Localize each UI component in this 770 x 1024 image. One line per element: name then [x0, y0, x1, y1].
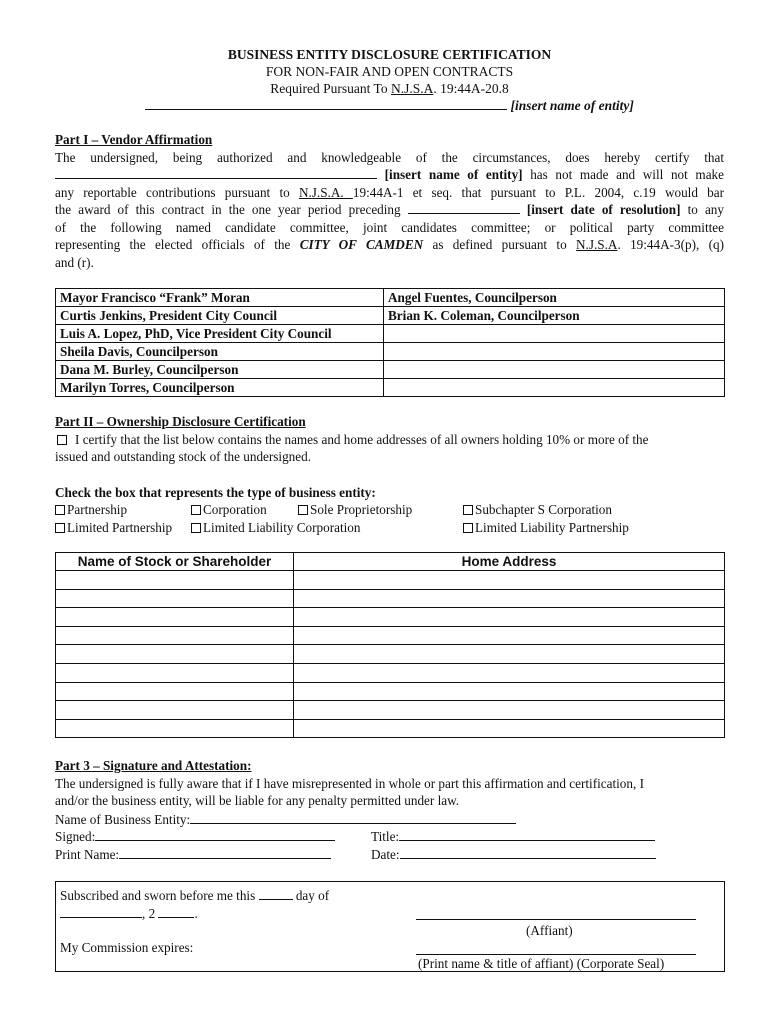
shareholder-cell[interactable] — [56, 608, 294, 627]
checkbox[interactable] — [298, 505, 308, 515]
address-cell[interactable] — [294, 663, 725, 682]
table-row — [56, 589, 725, 608]
checkbox[interactable] — [55, 505, 65, 515]
affiant-label: (Affiant) — [526, 923, 573, 939]
official-name — [384, 343, 725, 361]
table-row — [56, 719, 725, 738]
part2-heading: Part II – Ownership Disclosure Certification — [55, 414, 306, 429]
official-name: Sheila Davis, Councilperson — [56, 343, 384, 361]
shareholder-cell[interactable] — [56, 571, 294, 590]
month-field[interactable] — [60, 904, 142, 918]
table-row — [56, 663, 725, 682]
table-row — [56, 307, 725, 325]
entity-name-blank[interactable] — [145, 98, 507, 110]
year-field[interactable] — [158, 904, 194, 918]
commission-label: My Commission expires: — [60, 940, 194, 956]
shareholder-cell[interactable] — [56, 645, 294, 664]
document-subtitle: FOR NON-FAIR AND OPEN CONTRACTS — [265, 64, 514, 79]
table-row — [56, 571, 725, 590]
option-llp[interactable]: Limited Liability Partnership — [463, 519, 629, 537]
official-name — [384, 361, 725, 379]
document-title: BUSINESS ENTITY DISCLOSURE CERTIFICATION — [227, 47, 552, 62]
document-header — [55, 46, 724, 114]
column-header-shareholder: Name of Stock or Shareholder — [56, 553, 294, 571]
table-row — [56, 289, 725, 307]
certify-checkbox[interactable] — [57, 435, 67, 445]
print-title-label: (Print name & title of affiant) (Corporate Seal) — [418, 956, 665, 972]
table-row — [56, 379, 725, 397]
date-field[interactable] — [400, 845, 656, 859]
checkbox[interactable] — [191, 505, 201, 515]
option-sole-proprietorship[interactable]: Sole Proprietorship — [298, 501, 412, 519]
entity-blank[interactable] — [55, 167, 377, 179]
address-cell[interactable] — [294, 719, 725, 738]
address-cell[interactable] — [294, 608, 725, 627]
print-date-row: Print Name: Date: — [55, 845, 724, 863]
official-name: Dana M. Burley, Councilperson — [56, 361, 384, 379]
day-field[interactable] — [259, 886, 293, 900]
entity-name-line: [insert name of entity] — [55, 97, 724, 114]
part1-paragraph: The undersigned, being authorized and knowledgeable of the circumstances, does hereby certify that [insert name of entity] has not made and will not make any reportable contributions pursuant to N.J.S.A. 19:44A-1 et seq. that pursuant to P.L. 2004, c.19 would bar the award of this contract in the one year period preceding [insert date of resolution] to any of the following named candidate committee, joint candidates committee; or political party committee representing the elected officials of the CITY OF CAMDEN as defined pursuant to N.J.S.A. 19:44A-3(p), (q) and (r). — [55, 149, 725, 270]
part3-heading: Part 3 – Signature and Attestation: — [55, 758, 252, 774]
entity-type-options — [55, 501, 724, 539]
signed-title-row: Signed: Title: — [55, 827, 724, 845]
shareholder-cell[interactable] — [56, 589, 294, 608]
table-row — [56, 645, 725, 664]
address-cell[interactable] — [294, 589, 725, 608]
column-header-address: Home Address — [294, 553, 725, 571]
address-cell[interactable] — [294, 682, 725, 701]
table-row — [56, 361, 725, 379]
shareholder-cell[interactable] — [56, 719, 294, 738]
business-entity-field[interactable] — [190, 810, 516, 824]
checkbox[interactable] — [463, 505, 473, 515]
official-name — [384, 379, 725, 397]
official-name — [384, 325, 725, 343]
table-header-row — [56, 553, 725, 571]
address-cell[interactable] — [294, 645, 725, 664]
official-name: Brian K. Coleman, Councilperson — [384, 307, 725, 325]
affiant-signature-line[interactable] — [416, 919, 696, 920]
table-row — [56, 325, 725, 343]
business-entity-row: Name of Business Entity: — [55, 810, 724, 828]
resolution-date-blank[interactable] — [408, 202, 520, 214]
part3-paragraph: The undersigned is fully aware that if I have misrepresented in whole or part this affirmation and certification, I and/or the business entity, will be liable for any penalty permitted under law. — [55, 775, 644, 809]
checkbox[interactable] — [191, 523, 201, 533]
entity-type-heading: Check the box that represents the type of business entity: — [55, 484, 376, 500]
option-partnership[interactable]: Partnership — [55, 501, 127, 519]
table-row — [56, 608, 725, 627]
shareholder-cell[interactable] — [56, 682, 294, 701]
signed-field[interactable] — [95, 827, 335, 841]
shareholder-cell[interactable] — [56, 701, 294, 720]
official-name: Curtis Jenkins, President City Council — [56, 307, 384, 325]
table-row — [56, 626, 725, 645]
ownership-certify: I certify that the list below contains the names and home addresses of all owners holding 10% or more of the issued and outstanding stock of the undersigned. — [55, 431, 649, 464]
part1-heading: Part I – Vendor Affirmation — [55, 132, 213, 147]
owners-table — [55, 552, 725, 738]
option-subchapter-s[interactable]: Subchapter S Corporation — [463, 501, 612, 519]
address-cell[interactable] — [294, 701, 725, 720]
checkbox[interactable] — [55, 523, 65, 533]
table-row — [56, 343, 725, 361]
statute-reference: Required Pursuant To N.J.S.A. 19:44A-20.8 — [270, 81, 509, 96]
option-llc[interactable]: Limited Liability Corporation — [191, 519, 361, 537]
checkbox[interactable] — [463, 523, 473, 533]
officials-table — [55, 288, 725, 397]
address-cell[interactable] — [294, 571, 725, 590]
address-cell[interactable] — [294, 626, 725, 645]
print-name-field[interactable] — [119, 845, 331, 859]
notary-text: Subscribed and sworn before me this day of , 2 . My Commission expires: — [60, 888, 330, 956]
option-limited-partnership[interactable]: Limited Partnership — [55, 519, 172, 537]
official-name: Luis A. Lopez, PhD, Vice President City Council — [56, 325, 384, 343]
official-name: Marilyn Torres, Councilperson — [56, 379, 384, 397]
official-name: Angel Fuentes, Councilperson — [384, 289, 725, 307]
title-field[interactable] — [399, 827, 655, 841]
shareholder-cell[interactable] — [56, 663, 294, 682]
table-row — [56, 701, 725, 720]
official-name: Mayor Francisco “Frank” Moran — [56, 289, 384, 307]
shareholder-cell[interactable] — [56, 626, 294, 645]
table-row — [56, 682, 725, 701]
notary-box — [55, 881, 725, 972]
option-corporation[interactable]: Corporation — [191, 501, 267, 519]
